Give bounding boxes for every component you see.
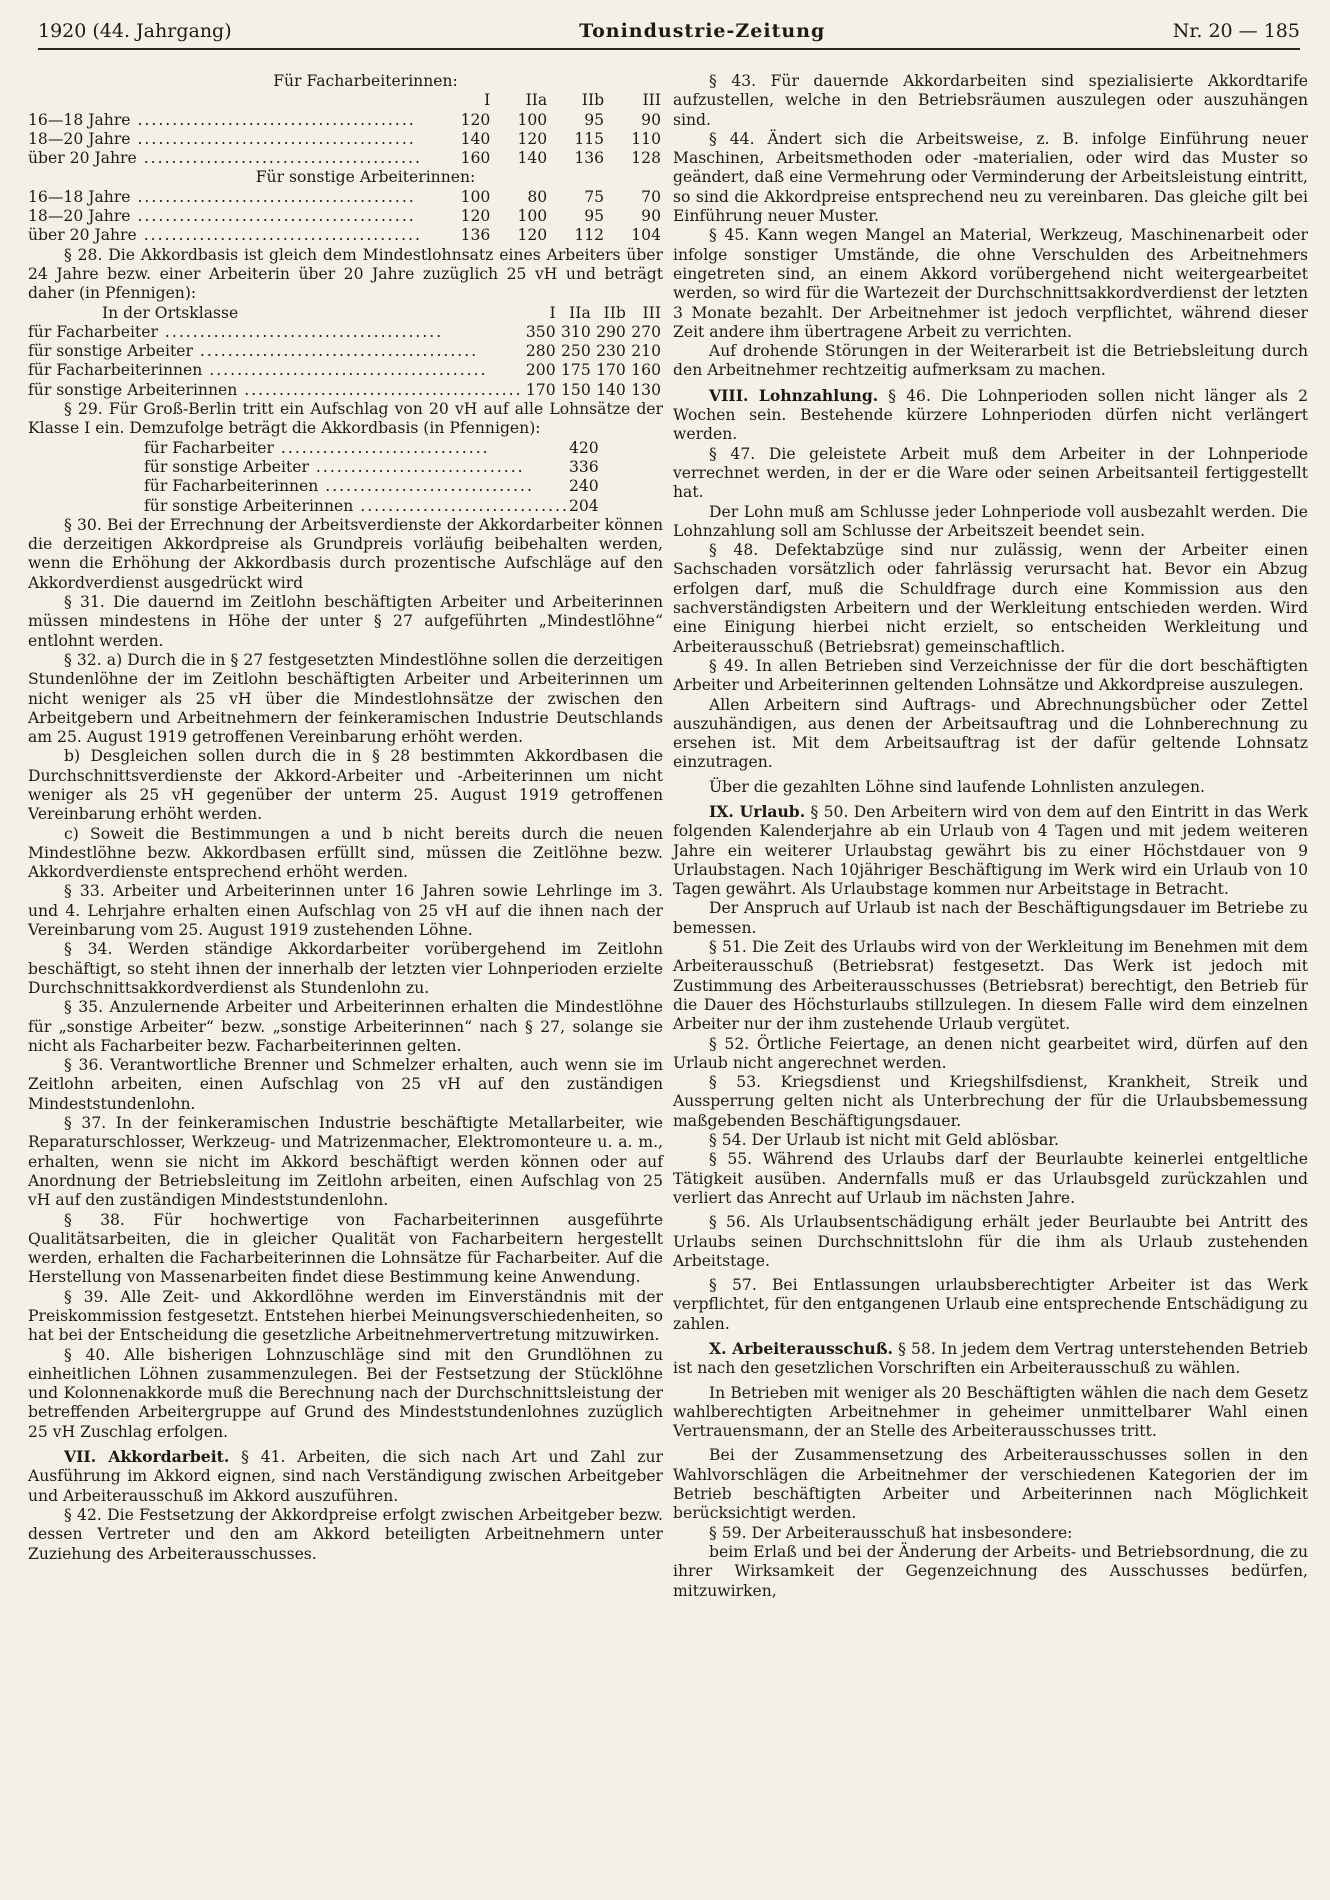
table-cell: 120 (517, 129, 548, 148)
paragraph-36: § 36. Verantwortliche Brenner und Schmelzer erhalten, auch wenn sie im Zeitlohn arbeiten, einen Aufschlag von 25 vH auf den zuständigen Mindeststundenlohn. (28, 1056, 663, 1113)
table-cell: 250 (560, 342, 591, 361)
paragraph-51: § 51. Die Zeit des Urlaubs wird von der Werkleitung im Benehmen mit dem Arbeiterausschuß (Betriebsrat) festgesetzt. Das Werk ist jedoch mit Zustimmung des Arbeiterausschusses (Betriebsrat) berechtigt, den Betrieb für die Dauer des Höchsturlaubs stillzulegen. In diesem Falle wird dem einzelnen Arbeiter nur der ihm zustehende Urlaub vergütet. (673, 938, 1308, 1034)
table-cell: 200 (525, 361, 556, 380)
table-akkordbasis (28, 304, 663, 400)
paragraph-55: § 55. Während des Urlaubs darf der Beurlaubte keinerlei entgeltliche Tätigkeit ausüben. Andernfalls muß er das Urlaubsgeld zurückzahlen und verliert das Anrecht auf Urlaub im nächsten Jahre. (673, 1150, 1308, 1207)
paragraph-49b: Allen Arbeitern sind Auftrags- und Abrechnungsbücher oder Zettel auszuhändigen, aus denen der Arbeitsauftrag und die Lohnberechnung zu ersehen ist. Mit dem Arbeitsauftrag ist der dafür geltende Lohnsatz einzutragen. (673, 695, 1308, 772)
table-cell: 210 (631, 342, 661, 361)
paragraph-54: § 54. Der Urlaub ist nicht mit Geld ablösbar. (709, 1131, 1059, 1150)
paragraph-58: § 58. In jedem dem Vertrag unterstehenden Betrieb ist nach den gesetzlichen Vorschriften ein Arbeiterausschuß zu wählen. (673, 1340, 1308, 1378)
paragraph-42: § 42. Die Festsetzung der Akkordpreise erfolgt zwischen Arbeitgeber bezw. dessen Vertreter und den am Akkord beteiligten Arbeitnehmern unter Zuziehung des Arbeiterausschusses. (28, 1505, 663, 1563)
table-row: für Facharbeiter .............................. 420 (144, 438, 599, 457)
row-label: für sonstige Arbeiter (28, 342, 193, 361)
table-cell: 100 (517, 110, 548, 129)
table-cell: 90 (641, 207, 661, 226)
table-cell: 120 (460, 207, 491, 226)
table-cell: 350 (525, 322, 556, 341)
paragraph-49c: Über die gezahlten Löhne sind laufende Lohnlisten anzulegen. (709, 777, 1206, 796)
table-cell: 204 (568, 496, 599, 515)
paragraph-40: § 40. Alle bisherigen Lohnzuschläge sind mit den Grundlöhnen zu einheitlichen Löhnen zusammenzulegen. Bei der Festsetzung der Stücklöhne und Kolonnenakkorde muß die Berechnung nach der Durchschnittsleistung der betreffenden Arbeitergruppe auf Grund des Mindeststundenlohnes zuzüglich 25 vH Zuschlag erfolgen. (28, 1345, 663, 1441)
paragraph-28: § 28. Die Akkordbasis ist gleich dem Mindestlohnsatz eines Arbeiters über 24 Jahre bezw. einer Arbeiterin über 20 Jahre zuzüglich 25 vH und beträgt daher (in Pfennigen): (28, 245, 663, 303)
paragraph-56: § 56. Als Urlaubsentschädigung erhält jeder Beurlaubte bei Antritt des Urlaubs seinen Durchschnittslohn für die ihm als Urlaub zustehenden Arbeitstage. (673, 1213, 1308, 1270)
row-label: über 20 Jahre (28, 226, 137, 245)
table-cell: 95 (584, 207, 605, 226)
table-cell: 130 (631, 380, 661, 399)
paragraph-59b: beim Erlaß und bei der Änderung der Arbeits- und Betriebsordnung, die zu ihrer Wirksamkeit der Gegenzeichnung des Ausschusses bedürfen, mitzuwirken, (673, 1542, 1308, 1600)
table-berlin-akkordbasis (144, 439, 601, 516)
row-label: für Facharbeiter (144, 438, 274, 457)
paragraph-53: § 53. Kriegsdienst und Kriegshilfsdienst, Krankheit, Streik und Aussperrung gelten nicht als Unterbrechung der für die Urlaubsbemessung maßgebenden Beschäftigungsdauer. (673, 1073, 1308, 1130)
row-label: für sonstige Arbeiter (144, 457, 309, 476)
table-cell: 112 (574, 226, 605, 245)
table-cell: 140 (460, 129, 491, 148)
table-cell: 140 (596, 380, 626, 399)
table-cell: 104 (631, 226, 661, 245)
section-heading: X. Arbeiterausschuß. (709, 1339, 893, 1358)
paragraph-45b: Auf drohende Störungen in der Weiterarbeit ist die Betriebsleitung durch den Arbeitnehmer rechtzeitig aufmerksam zu machen. (673, 342, 1308, 380)
paragraph-38: § 38. Für hochwertige von Facharbeiterinnen ausgeführte Qualitätsarbeiten, die in gleicher Qualität von Facharbeitern hergestellt werden, erhalten die Facharbeiterinnen die Lohnsätze für Facharbeiter. Auf die Herstellung von Massenarbeiten findet diese Bestimmung keine Anwendung. (28, 1210, 663, 1287)
table-header-row (28, 91, 663, 110)
table-cell: 90 (641, 110, 661, 129)
left-column (28, 72, 663, 1564)
table-cell: 240 (568, 477, 599, 496)
section-heading: VII. Akkordarbeit. (64, 1447, 230, 1467)
table-cell: 175 (560, 361, 591, 380)
table-cell: 120 (517, 226, 548, 245)
paragraph-58c: Bei der Zusammensetzung des Arbeiterausschusses sollen in den Wahlvorschlägen die Arbeitnehmer der verschiedenen Kategorien der im Betrieb beschäftigten Arbeiter und Arbeiterinnen nach Möglichkeit berücksichtigt werden. (673, 1446, 1308, 1523)
table-cell: 100 (460, 187, 491, 206)
table-cell: 115 (574, 129, 605, 148)
table-header-cell: I (484, 91, 491, 110)
table-header-cell: IIa (525, 91, 548, 110)
paragraph-33: § 33. Arbeiter und Arbeiterinnen unter 16 Jahren sowie Lehrlinge im 3. und 4. Lehrjahre erhalten einen Aufschlag von 25 vH auf die ihnen nach der Vereinbarung vom 25. August 1919 zustehenden Löhne. (28, 882, 663, 940)
table-row: 18—20 Jahre ........................................ 140 120 115 110 (28, 129, 661, 148)
paragraph-44: § 44. Ändert sich die Arbeitsweise, z. B. infolge Einführung neuer Maschinen, Arbeitsmethoden oder -materialien, oder wird das Muster so geändert, daß eine Vermehrung oder Verminderung der Arbeitsleistung eintritt, so sind die Akkordpreise entsprechend neu zu vereinbaren. Das gleiche gilt bei Einführung neuer Muster. (673, 129, 1308, 226)
paragraph-32c: c) Soweit die Bestimmungen a und b nicht bereits durch die neuen Mindestlöhne bezw. Akkordbasen erfüllt sind, müssen die Zeitlöhne bezw. Akkordverdienste entsprechend erhöht werden. (28, 824, 663, 882)
table-header-row (28, 304, 663, 323)
paragraph-48: § 48. Defektabzüge sind nur zulässig, wenn der Arbeiter einen Sachschaden vorsätzlich oder fahrlässig verursacht hat. Bevor ein Abzug erfolgen darf, muß die Schuldfrage durch eine Kommission aus den sachverständigsten Arbeitern und der Werkleitung entschieden werden. Wird eine Einigung hierbei nicht erzielt, so entscheiden Werkleitung und Arbeiterausschuß (Betriebsrat) gemeinschaftlich. (673, 541, 1308, 656)
paragraph-57: § 57. Bei Entlassungen urlaubsberechtigter Arbeiter ist das Werk verpflichtet, für den entgangenen Urlaub eine entsprechende Entschädigung zu zahlen. (673, 1276, 1308, 1333)
table-sonstige-arbeiterinnen-title: Für sonstige Arbeiterinnen: (255, 168, 476, 187)
row-label: für Facharbeiter (28, 322, 158, 341)
table-facharbeiterinnen-title: Für Facharbeiterinnen: (273, 72, 458, 90)
paragraph-47b: Der Lohn muß am Schlusse jeder Lohnperiode voll ausbezahlt werden. Die Lohnzahlung soll am Schlusse der Arbeitszeit beendet sein. (673, 502, 1308, 540)
table-cell: 95 (584, 110, 605, 129)
paragraph-47: § 47. Die geleistete Arbeit muß dem Arbeiter in der Lohnperiode verrechnet werden, in der er die Ware oder seinen Arbeitsanteil fertiggestellt hat. (673, 444, 1308, 502)
table-header-cell: IIa (569, 303, 591, 322)
table-cell: 280 (525, 342, 556, 361)
paragraph-34: § 34. Werden ständige Akkordarbeiter vorübergehend im Zeitlohn beschäftigt, so steht ihnen der innerhalb der letzten vier Lohnperioden erzielte Durchschnittsakkordverdienst als Stundenlohn zu. (28, 940, 663, 997)
row-label: 16—18 Jahre (28, 110, 131, 129)
table-cell: 170 (525, 380, 556, 399)
table-header-cell: III (642, 303, 661, 322)
section-x (673, 1339, 1308, 1379)
table-cell: 290 (596, 322, 626, 341)
paragraph-37: § 37. In der feinkeramischen Industrie beschäftigte Metallarbeiter, wie Reparaturschlosser, Werkzeug- und Matrizenmacher, Elektromonteure u. a. m., erhalten, wenn sie nicht im Akkord beschäftigt werden können oder auf Anordnung der Betriebsleitung im Zeitlohn arbeiten, einen Aufschlag von 25 vH auf den zuständigen Mindeststundenlohn. (28, 1114, 663, 1210)
table-row: über 20 Jahre ........................................ 160 140 136 128 (28, 149, 661, 168)
paragraph-35: § 35. Anzulernende Arbeiter und Arbeiterinnen erhalten die Mindestlöhne für „sonstige Arbeiter“ bezw. „sonstige Arbeiterinnen“ nach § 27, solange sie nicht als Facharbeiter bezw. Facharbeiterinnen gelten. (28, 998, 663, 1055)
paragraph-50b: Der Anspruch auf Urlaub ist nach der Beschäftigungsdauer im Betriebe zu bemessen. (673, 899, 1308, 937)
section-vii (28, 1447, 663, 1506)
paragraph-45: § 45. Kann wegen Mangel an Material, Werkzeug, Maschinenarbeit oder infolge sonstiger Umstände, die ohne Verschulden des Arbeitnehmers eingetreten sind, an einem Akkord vorübergehend nicht weitergearbeitet werden, so wird für die Wartezeit der Durchschnittsakkordverdienst der letzten 3 Monate bezahlt. Der Arbeitnehmer ist jedoch verpflichtet, während dieser Zeit andere ihm übertragene Arbeit zu verrichten. (673, 226, 1308, 341)
paragraph-59: § 59. Der Arbeiterausschuß hat insbesondere: (709, 1523, 1073, 1542)
table-cell: 170 (596, 361, 626, 380)
table-row: 16—18 Jahre ........................................ 100 80 75 70 (28, 187, 661, 206)
table-cell: 100 (517, 207, 548, 226)
paragraph-39: § 39. Alle Zeit- und Akkordlöhne werden im Einverständnis mit der Preiskommission festgesetzt. Entstehen hierbei Meinungsverschiedenheiten, so hat bei der Entscheidung die gesetzliche Arbeitnehmervertretung mitzuwirken. (28, 1287, 663, 1345)
section-heading: VIII. Lohnzahlung. (709, 385, 879, 405)
table-cell: 230 (596, 342, 626, 361)
paragraph-52: § 52. Örtliche Feiertage, an denen nicht gearbeitet wird, dürfen auf den Urlaub nicht angerechnet werden. (673, 1034, 1308, 1072)
row-label: für sonstige Arbeiterinnen (28, 380, 238, 399)
paragraph-29: § 29. Für Groß-Berlin tritt ein Aufschlag von 20 vH auf alle Lohnsätze der Klasse I ein. Demzufolge beträgt die Akkordbasis (in Pfennigen): (28, 400, 663, 438)
row-label: über 20 Jahre (28, 149, 137, 168)
paragraph-41: § 41. Arbeiten, die sich nach Art und Zahl zur Ausführung im Akkord eignen, sind nach Verständigung zwischen Arbeitgeber und Arbeiterausschuß im Akkord auszuführen. (28, 1448, 663, 1505)
table-cell: 136 (574, 149, 605, 168)
table-cell: 420 (568, 438, 599, 457)
table-cell: 75 (584, 187, 605, 206)
section-heading: IX. Urlaub. (709, 801, 806, 821)
table-cell: 270 (631, 322, 661, 341)
header-issue-page: Nr. 20 — 185 (1172, 20, 1300, 42)
table-row: für Facharbeiterinnen .............................. 240 (144, 477, 599, 496)
table-facharbeiterinnen (28, 91, 663, 168)
table-row: für sonstige Arbeiterinnen .............................. 204 (144, 496, 599, 515)
table-header-cell: I (549, 303, 556, 322)
page-header (38, 14, 1300, 50)
table-header-cell: III (642, 91, 661, 110)
row-label: für sonstige Arbeiterinnen (144, 496, 354, 515)
table-row: für Facharbeiter ........................................ 350 310 290 270 (28, 322, 661, 341)
row-label: 18—20 Jahre (28, 129, 131, 148)
paragraph-43: § 43. Für dauernde Akkordarbeiten sind spezialisierte Akkordtarife aufzustellen, welche in den Betriebsräumen auszulegen oder auszuhängen sind. (673, 72, 1308, 129)
section-viii (673, 386, 1308, 445)
header-journal-title: Tonindustrie-Zeitung (579, 20, 826, 42)
section-ix (673, 802, 1308, 899)
table-cell: 140 (517, 149, 548, 168)
table-row: für sonstige Arbeiter .............................. 336 (144, 457, 599, 476)
right-column (673, 72, 1308, 1601)
table-row: 16—18 Jahre ........................................ 120 100 95 90 (28, 110, 661, 129)
table-cell: 70 (641, 187, 661, 206)
row-label: für Facharbeiterinnen (28, 361, 203, 380)
table-cell: 136 (460, 226, 491, 245)
table-cell: 160 (631, 361, 661, 380)
header-year: 1920 (44. Jahrgang) (38, 20, 232, 42)
table-row: 18—20 Jahre ........................................ 120 100 95 90 (28, 207, 661, 226)
table-cell: 110 (631, 129, 661, 148)
table-cell: 150 (560, 380, 591, 399)
row-label: für Facharbeiterinnen (144, 477, 319, 496)
table-cell: 80 (527, 187, 548, 206)
table-header-cell: IIb (581, 91, 605, 110)
paragraph-46: § 46. Die Lohnperioden sollen nicht länger als 2 Wochen sein. Bestehende kürzere Lohnperioden dürfen nicht verlängert werden. (673, 386, 1308, 444)
table-header-label: In der Ortsklasse (102, 303, 239, 322)
paragraph-31: § 31. Die dauernd im Zeitlohn beschäftigten Arbeiter und Arbeiterinnen müssen mindestens in Höhe der unter § 27 aufgeführten „Mindestlöhne“ entlohnt werden. (28, 593, 663, 650)
row-label: 18—20 Jahre (28, 207, 131, 226)
table-sonstige-arbeiterinnen (28, 188, 663, 246)
paragraph-32a: § 32. a) Durch die in § 27 festgesetzten Mindestlöhne sollen die derzeitigen Stundenlöhne der im Zeitlohn beschäftigten Arbeiter und Arbeiterinnen um nicht weniger als 25 vH über die Mindestlohnsätze der zwischen den Arbeitgebern und Arbeitnehmern der feinkeramischen Industrie Deutschlands am 25. August 1919 getroffenen Vereinbarung erhöht werden. (28, 650, 663, 747)
table-cell: 120 (460, 110, 491, 129)
table-row: für Facharbeiterinnen ........................................ 200 175 170 160 (28, 361, 661, 380)
table-cell: 336 (568, 457, 599, 476)
paragraph-30: § 30. Bei der Errechnung der Arbeitsverdienste der Akkordarbeiter können die derzeitigen Akkordpreise als Grundpreis vorläufig beibehalten werden, wenn die Erhöhung der Akkordbasis durch prozentische Aufschläge auf den Akkordverdienst ausgedrückt wird (28, 515, 663, 592)
table-cell: 128 (631, 149, 661, 168)
paragraph-50: § 50. Den Arbeitern wird von dem auf den Eintritt in das Werk folgenden Kalenderjahre ab ein Urlaub von 4 Tagen und mit jedem weiteren Jahre ein weiterer Urlaubstag gewährt bis zu einer Höchstdauer von 9 Urlaubstagen. Nach 10jähriger Beschäftigung im Werk wird ein Urlaub von 10 Tagen gewährt. Als Urlaubstage kommen nur Arbeitstage in Betracht. (673, 802, 1308, 899)
table-row: für sonstige Arbeiter ........................................ 280 250 230 210 (28, 342, 661, 361)
table-row: für sonstige Arbeiterinnen ........................................ 170 150 140 130 (28, 380, 661, 399)
table-row: über 20 Jahre ........................................ 136 120 112 104 (28, 226, 661, 245)
table-header-cell: IIb (603, 303, 626, 322)
table-cell: 310 (560, 322, 591, 341)
paragraph-32b: b) Desgleichen sollen durch die in § 28 bestimmten Akkordbasen die Durchschnittsverdienste der Akkord-Arbeiter und -Arbeiterinnen um nicht weniger als 25 vH gegenüber der unterm 25. August 1919 getroffenen Vereinbarung erhöht werden. (28, 747, 663, 824)
row-label: 16—18 Jahre (28, 187, 131, 206)
paragraph-49: § 49. In allen Betrieben sind Verzeichnisse der für die dort beschäftigten Arbeiter und Arbeiterinnen geltenden Lohnsätze und Akkordpreise auszulegen. (673, 656, 1308, 695)
paragraph-58b: In Betrieben mit weniger als 20 Beschäftigten wählen die nach dem Gesetz wahlberechtigten Arbeitnehmer in geheimer unmittelbarer Wahl einen Vertrauensmann, der an Stelle des Arbeiterausschusses tritt. (673, 1383, 1308, 1441)
table-cell: 160 (460, 149, 491, 168)
